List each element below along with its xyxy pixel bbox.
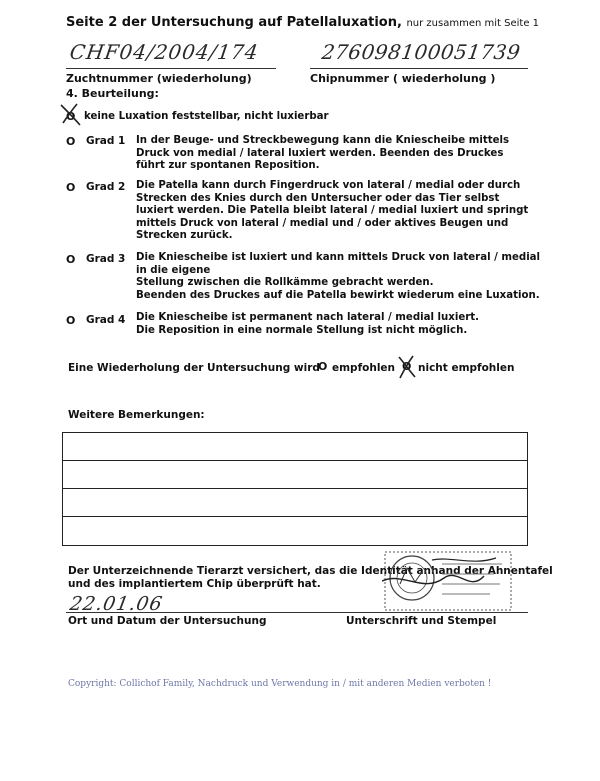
title-note: nur zusammen mit Seite 1 bbox=[406, 18, 540, 29]
option-2-line: mittels Druck von lateral / medial und / oder aktives Beugen und bbox=[136, 217, 509, 229]
title-text: Seite 2 der Untersuchung auf Patellaluxation, bbox=[66, 15, 402, 30]
remarks-line bbox=[63, 516, 527, 517]
chipnummer-line bbox=[310, 68, 528, 69]
zuchtnummer-label: Zuchtnummer (wiederholung) bbox=[66, 72, 252, 85]
option-4-line: Die Reposition in eine normale Stellung ist nicht möglich. bbox=[136, 324, 468, 336]
option-2-radio[interactable]: O bbox=[66, 181, 76, 194]
option-4-radio[interactable]: O bbox=[66, 314, 76, 327]
option-3-text bbox=[136, 252, 540, 302]
repeat-recommended-radio[interactable]: O bbox=[318, 360, 328, 373]
option-4-grade: Grad 4 bbox=[86, 314, 126, 326]
chipnummer-value: 276098100051739 bbox=[320, 40, 523, 64]
option-1-text bbox=[136, 135, 509, 173]
option-2-text bbox=[136, 180, 528, 243]
remarks-box[interactable] bbox=[62, 432, 528, 546]
remarks-line bbox=[63, 488, 527, 489]
option-1-line: In der Beuge- und Streckbewegung kann die Kniescheibe mittels bbox=[136, 135, 510, 146]
repeat-label: Eine Wiederholung der Untersuchung wird bbox=[68, 362, 320, 374]
option-3-radio[interactable]: O bbox=[66, 253, 76, 266]
repeat-not-recommended-label: nicht empfohlen bbox=[418, 362, 515, 374]
signature-label: Unterschrift und Stempel bbox=[346, 615, 497, 627]
option-4-text bbox=[136, 312, 479, 337]
repeat-not-recommended-radio[interactable]: O bbox=[402, 360, 412, 373]
remarks-label: Weitere Bemerkungen: bbox=[68, 409, 205, 421]
copyright-notice: Copyright: Collichof Family, Nachdruck und Verwendung in / mit anderen Medien verboten ! bbox=[68, 679, 492, 689]
option-2-line: Strecken zurück. bbox=[136, 230, 233, 242]
option-3-line: Die Kniescheibe ist luxiert und kann mittels Druck von lateral / medial bbox=[136, 252, 541, 263]
zuchtnummer-value: CHF04/2004/174 bbox=[68, 40, 261, 64]
option-2-line: Die Patella kann durch Fingerdruck von lateral / medial oder durch bbox=[136, 180, 521, 191]
option-1-line: führt zur spontanen Reposition. bbox=[136, 160, 320, 172]
place-date-label: Ort und Datum der Untersuchung bbox=[68, 615, 267, 627]
option-1-line: Druck von medial / lateral luxiert werden. Beenden des Druckes bbox=[136, 147, 504, 159]
option-3-grade: Grad 3 bbox=[86, 253, 126, 265]
signature-line bbox=[66, 612, 528, 613]
option-0-checkmark bbox=[58, 101, 84, 127]
zuchtnummer-line bbox=[66, 68, 276, 69]
remarks-line bbox=[63, 460, 527, 461]
chipnummer-label: Chipnummer ( wiederholung ) bbox=[310, 72, 496, 85]
option-3-line: Beenden des Druckes auf die Patella bewirkt wiederum eine Luxation. bbox=[136, 289, 540, 301]
option-0-radio[interactable]: O bbox=[66, 110, 76, 123]
option-4-line: Die Kniescheibe ist permanent nach lateral / medial luxiert. bbox=[136, 312, 479, 323]
option-2-line: luxiert werden. Die Patella bleibt lateral / medial luxiert und springt bbox=[136, 205, 529, 217]
option-1-radio[interactable]: O bbox=[66, 135, 76, 148]
option-3-line: in die eigene bbox=[136, 264, 211, 276]
date-value: 22.01.06 bbox=[68, 593, 165, 615]
option-3-line: Stellung zwischen die Rollkämme gebracht werden. bbox=[136, 277, 434, 289]
declaration-line: und des implantiertem Chip überprüft hat. bbox=[68, 577, 321, 590]
option-2-grade: Grad 2 bbox=[86, 181, 126, 193]
assessment-heading: 4. Beurteilung: bbox=[66, 87, 159, 100]
option-0-text: keine Luxation feststellbar, nicht luxierbar bbox=[84, 111, 329, 122]
repeat-not-recommended-checkmark bbox=[396, 354, 418, 380]
declaration-line: Der Unterzeichnende Tierarzt versichert, das die Identität anhand der Ahnentafel bbox=[68, 565, 553, 577]
repeat-recommended-label: empfohlen bbox=[332, 362, 396, 374]
veterinary-stamp bbox=[382, 548, 514, 614]
page-title bbox=[66, 15, 539, 30]
option-1-grade: Grad 1 bbox=[86, 135, 126, 147]
option-2-line: Strecken des Knies durch den Untersucher oder das Tier selbst bbox=[136, 192, 500, 204]
